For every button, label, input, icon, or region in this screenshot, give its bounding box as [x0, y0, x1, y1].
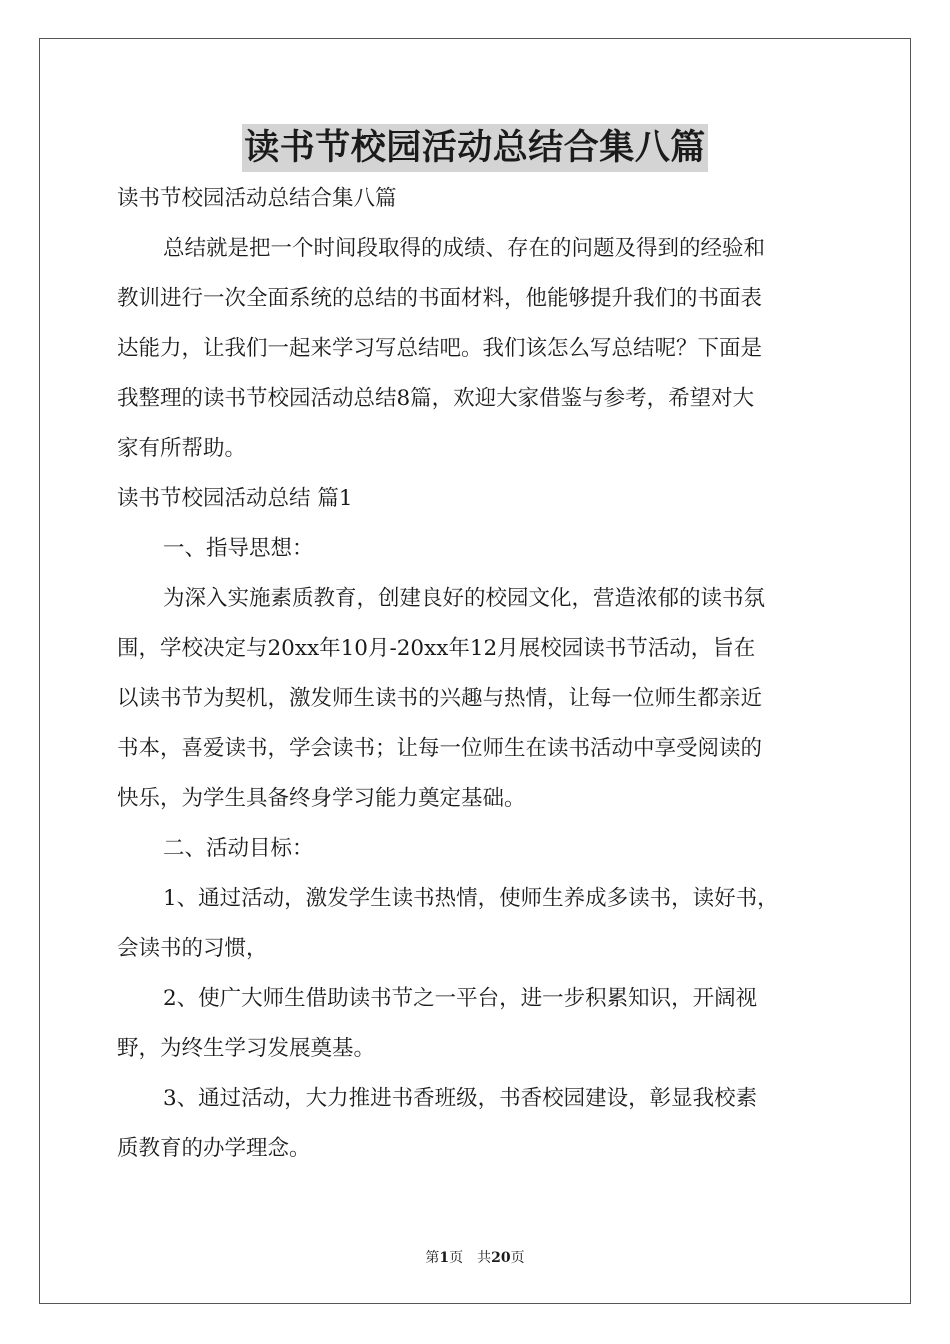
body-line-3: 以读书节为契机，激发师生读书的兴趣与热情，让每一位师生都亲近: [117, 686, 763, 711]
heading-activity-goals: 二、活动目标：: [163, 836, 314, 861]
intro-line-5: 家有所帮助。: [117, 436, 247, 461]
document-title-text: 读书节校园活动总结合集八篇: [242, 124, 708, 172]
goal-3-line-2: 质教育的办学理念。: [117, 1136, 311, 1161]
body-line-2: 围，学校决定与20xx年10月-20xx年12月展校园读书节活动，旨在: [117, 636, 756, 661]
goal-2-line-2: 野，为终生学习发展奠基。: [117, 1036, 376, 1061]
page-suffix: 页: [510, 1250, 525, 1266]
intro-line-4: 我整理的读书节校园活动总结8篇，欢迎大家借鉴与参考，希望对大: [117, 386, 755, 411]
page-border: [39, 38, 911, 1304]
goal-2-line-1: 2、使广大师生借助读书节之一平台，进一步积累知识，开阔视: [163, 986, 758, 1011]
body-line-4: 书本，喜爱读书，学会读书；让每一位师生在读书活动中享受阅读的: [117, 736, 763, 761]
page-mid: 页 共: [449, 1250, 492, 1266]
page-number-footer: [0, 1248, 950, 1268]
body-line-5: 快乐，为学生具备终身学习能力奠定基础。: [117, 786, 526, 811]
intro-line-3: 达能力，让我们一起来学习写总结吧。我们该怎么写总结呢？下面是: [117, 336, 763, 361]
page-current: 1: [439, 1250, 450, 1266]
goal-1-line-2: 会读书的习惯，: [117, 936, 268, 961]
section-heading: 读书节校园活动总结 篇1: [117, 486, 353, 511]
heading-guiding-thought: 一、指导思想：: [163, 536, 314, 561]
document-subtitle: 读书节校园活动总结合集八篇: [117, 186, 397, 211]
page-total: 20: [491, 1250, 511, 1266]
intro-line-2: 教训进行一次全面系统的总结的书面材料，他能够提升我们的书面表: [117, 286, 763, 311]
intro-line-1: 总结就是把一个时间段取得的成绩、存在的问题及得到的经验和: [163, 236, 766, 261]
page-prefix: 第: [425, 1250, 440, 1266]
document-title: [0, 124, 950, 172]
goal-1-line-1: 1、通过活动，激发学生读书热情，使师生养成多读书，读好书，: [163, 886, 779, 911]
body-line-1: 为深入实施素质教育，创建良好的校园文化，营造浓郁的读书氛: [163, 586, 766, 611]
goal-3-line-1: 3、通过活动，大力推进书香班级，书香校园建设，彰显我校素: [163, 1086, 758, 1111]
